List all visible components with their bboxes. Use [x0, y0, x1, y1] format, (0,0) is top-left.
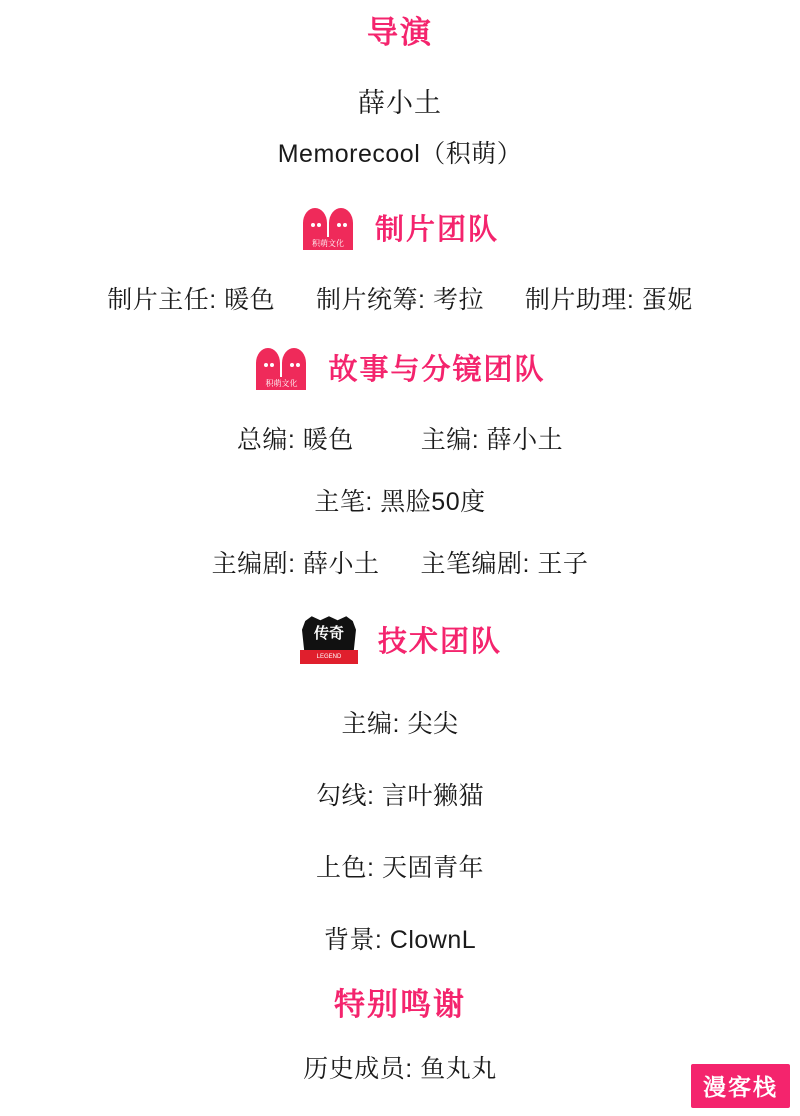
tech-team-header: [0, 616, 800, 689]
tech-role-row: [0, 776, 800, 812]
special-thanks-row: [0, 1049, 800, 1085]
role-person: 黑脸50度: [380, 488, 486, 517]
role-label: 背景:: [323, 926, 383, 955]
story-team-header: [0, 346, 800, 394]
memorecool-logo-label: 积萌文化: [265, 379, 298, 389]
story-team-title: 故事与分镜团队: [328, 353, 546, 386]
director-title: 导演: [367, 15, 433, 50]
watermark: 漫客栈: [691, 1064, 790, 1108]
role-label: 上色:: [316, 854, 375, 883]
story-team-line-1: [0, 420, 800, 456]
role-label: 主编剧:: [211, 550, 296, 579]
role-person: 薛小土: [303, 550, 380, 579]
role-label: 主笔:: [314, 488, 373, 517]
story-team-line-3: [0, 544, 800, 580]
role-person: 尖尖: [407, 710, 459, 739]
role-person: 暖色: [302, 426, 354, 455]
role-person: 言叶獭猫: [381, 782, 484, 811]
role-person: 薛小土: [486, 426, 564, 455]
role-person: 考拉: [432, 286, 484, 315]
production-team-roles: [0, 280, 800, 316]
role-person: 暖色: [224, 286, 276, 315]
special-thanks-title: 特别鸣谢: [334, 987, 466, 1023]
director-alias: Memorecool（积萌）: [277, 140, 523, 169]
tech-role-row: [0, 920, 800, 956]
director-name: 薛小土: [358, 88, 442, 119]
production-team-header: [0, 206, 800, 254]
role-label: 制片主任:: [107, 286, 217, 315]
role-person: 蛋妮: [641, 286, 693, 315]
memorecool-logo-icon: [254, 346, 310, 394]
tech-team-title: 技术团队: [377, 625, 502, 658]
role-label: 制片统筹:: [316, 286, 426, 315]
story-team-line-2: [0, 482, 800, 518]
role-label: 制片助理:: [524, 286, 635, 315]
role-person: 天固青年: [381, 854, 484, 883]
legend-logo-sub-label: LEGEND ANIMATION INDUSTRY: [312, 654, 346, 689]
role-person: 王子: [537, 550, 589, 579]
role-label: 主笔编剧:: [420, 550, 530, 579]
role-person: 鱼丸丸: [420, 1055, 497, 1084]
role-label: 主编:: [420, 426, 480, 455]
role-label: 勾线:: [316, 782, 375, 811]
memorecool-logo-icon: [301, 206, 357, 254]
role-label: 历史成员:: [303, 1055, 413, 1084]
tech-role-row: [0, 848, 800, 884]
legend-logo-top-label: 传奇: [313, 625, 344, 643]
legend-animation-logo-icon: [298, 616, 360, 689]
production-team-title: 制片团队: [374, 213, 499, 246]
role-person: ClownL: [389, 926, 477, 955]
role-label: 主编:: [341, 710, 400, 739]
memorecool-logo-label: 积萌文化: [311, 239, 344, 249]
tech-role-row: [0, 704, 800, 740]
role-label: 总编:: [236, 426, 296, 455]
